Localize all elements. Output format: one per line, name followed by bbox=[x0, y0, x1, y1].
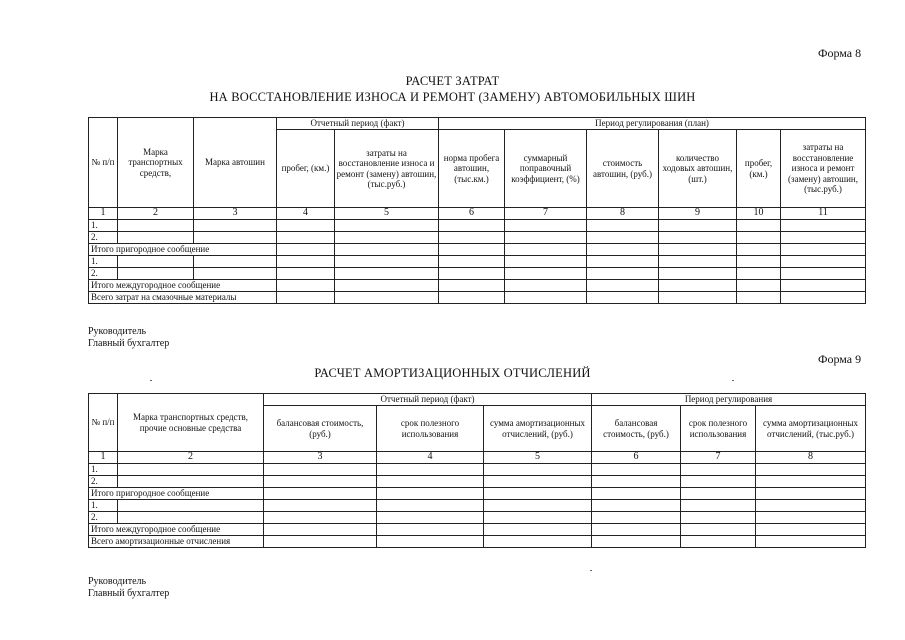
total-label: Всего затрат на смазочные материалы bbox=[89, 292, 277, 304]
table-cell bbox=[439, 292, 505, 304]
form8-header-tire-brand: Марка автошин bbox=[194, 118, 277, 208]
form8-signature-head: Руководитель bbox=[88, 326, 147, 337]
table-cell bbox=[194, 220, 277, 232]
form8-title-line1: РАСЧЕТ ЗАТРАТ bbox=[405, 74, 500, 88]
table-cell bbox=[264, 464, 377, 476]
table-cell bbox=[587, 292, 659, 304]
form8-header-num: № п/п bbox=[89, 118, 118, 208]
table-cell bbox=[781, 244, 866, 256]
subtotal-row bbox=[89, 488, 866, 500]
form9-header-fact-group: Отчетный период (факт) bbox=[264, 394, 592, 406]
form8-table bbox=[88, 117, 866, 304]
table-cell bbox=[439, 268, 505, 280]
table-cell bbox=[377, 524, 484, 536]
table-cell bbox=[681, 500, 756, 512]
table-cell bbox=[781, 280, 866, 292]
form8-colnum-9: 9 bbox=[659, 208, 737, 220]
table-cell bbox=[264, 488, 377, 500]
table-cell bbox=[737, 268, 781, 280]
form8-colnum-11: 11 bbox=[781, 208, 866, 220]
form9-colnum-5: 5 bbox=[484, 452, 592, 464]
form9-header-row-1 bbox=[89, 394, 866, 406]
form9-colnum-7: 7 bbox=[681, 452, 756, 464]
table-cell bbox=[781, 292, 866, 304]
scan-speck bbox=[732, 380, 734, 381]
table-cell bbox=[659, 256, 737, 268]
form9-header-plan-depreciation: сумма амортизационных отчислений, (тыс.руб.) bbox=[756, 406, 866, 452]
table-cell bbox=[264, 524, 377, 536]
form8-header-plan-group: Период регулирования (план) bbox=[439, 118, 866, 130]
table-cell bbox=[756, 524, 866, 536]
table-cell bbox=[335, 292, 439, 304]
form8-colnum-4: 4 bbox=[277, 208, 335, 220]
table-cell bbox=[737, 232, 781, 244]
table-cell bbox=[592, 476, 681, 488]
form8-colnum-6: 6 bbox=[439, 208, 505, 220]
table-cell bbox=[194, 232, 277, 244]
subtotal-row bbox=[89, 244, 866, 256]
table-cell bbox=[505, 256, 587, 268]
table-cell bbox=[756, 464, 866, 476]
table-cell bbox=[681, 476, 756, 488]
table-cell bbox=[592, 464, 681, 476]
table-cell bbox=[335, 256, 439, 268]
table-cell bbox=[505, 232, 587, 244]
table-cell bbox=[756, 536, 866, 548]
form9-header-fact-book-value: балансовая стоимость, (руб.) bbox=[264, 406, 377, 452]
table-cell bbox=[484, 512, 592, 524]
table-cell bbox=[484, 488, 592, 500]
form8-header-norm-mileage: норма пробега автошин, (тыс.км.) bbox=[439, 130, 505, 208]
table-cell bbox=[737, 280, 781, 292]
table-cell bbox=[118, 500, 264, 512]
form8-header-correction-coef: суммарный поправочный коэффициент, (%) bbox=[505, 130, 587, 208]
form9-signature-head: Руководитель bbox=[88, 576, 147, 587]
table-row bbox=[89, 268, 866, 280]
table-cell bbox=[277, 292, 335, 304]
subtotal-suburban-label: Итого пригородное сообщение bbox=[89, 244, 277, 256]
form9-column-numbers-row bbox=[89, 452, 866, 464]
subtotal-row bbox=[89, 524, 866, 536]
form9-header-plan-group: Период регулирования bbox=[592, 394, 866, 406]
table-cell bbox=[439, 232, 505, 244]
table-cell bbox=[194, 256, 277, 268]
table-cell bbox=[377, 464, 484, 476]
total-row bbox=[89, 536, 866, 548]
form8-colnum-3: 3 bbox=[194, 208, 277, 220]
table-cell bbox=[118, 476, 264, 488]
form8-header-plan-mileage: пробег, (км.) bbox=[737, 130, 781, 208]
table-cell bbox=[659, 220, 737, 232]
form8-header-fact-mileage: пробег, (км.) bbox=[277, 130, 335, 208]
form8-header-row-1 bbox=[89, 118, 866, 130]
table-cell bbox=[277, 244, 335, 256]
form9-colnum-4: 4 bbox=[377, 452, 484, 464]
table-cell bbox=[118, 512, 264, 524]
table-cell bbox=[756, 488, 866, 500]
table-cell bbox=[587, 220, 659, 232]
table-cell bbox=[277, 268, 335, 280]
row-number: 1. bbox=[89, 464, 118, 476]
table-cell bbox=[335, 244, 439, 256]
table-cell bbox=[264, 500, 377, 512]
table-cell bbox=[659, 268, 737, 280]
table-cell bbox=[592, 488, 681, 500]
table-cell bbox=[505, 280, 587, 292]
table-cell bbox=[118, 220, 194, 232]
table-row bbox=[89, 476, 866, 488]
table-cell bbox=[118, 232, 194, 244]
table-cell bbox=[756, 512, 866, 524]
table-cell bbox=[439, 256, 505, 268]
row-number: 2. bbox=[89, 476, 118, 488]
form8-colnum-1: 1 bbox=[89, 208, 118, 220]
table-cell bbox=[439, 244, 505, 256]
table-cell bbox=[587, 232, 659, 244]
form8-header-tire-count: количество ходовых автошин, (шт.) bbox=[659, 130, 737, 208]
table-cell bbox=[592, 536, 681, 548]
subtotal-row bbox=[89, 280, 866, 292]
table-cell bbox=[781, 232, 866, 244]
table-row bbox=[89, 232, 866, 244]
table-cell bbox=[377, 488, 484, 500]
table-cell bbox=[505, 244, 587, 256]
table-cell bbox=[335, 220, 439, 232]
table-row bbox=[89, 500, 866, 512]
table-cell bbox=[277, 280, 335, 292]
table-cell bbox=[439, 220, 505, 232]
form8-colnum-5: 5 bbox=[335, 208, 439, 220]
form8-colnum-7: 7 bbox=[505, 208, 587, 220]
form9-title: РАСЧЕТ АМОРТИЗАЦИОННЫХ ОТЧИСЛЕНИЙ bbox=[314, 366, 591, 380]
form8-header-plan-costs: затраты на восстановление износа и ремонт (замену) автошин, (тыс.руб.) bbox=[781, 130, 866, 208]
table-cell bbox=[587, 268, 659, 280]
form9-header-plan-useful-life: срок полезного использования bbox=[681, 406, 756, 452]
subtotal-intercity-label: Итого междугородное сообщение bbox=[89, 524, 264, 536]
subtotal-suburban-label: Итого пригородное сообщение bbox=[89, 488, 264, 500]
form8-header-fact-group: Отчетный период (факт) bbox=[277, 118, 439, 130]
table-cell bbox=[659, 232, 737, 244]
form8-column-numbers-row bbox=[89, 208, 866, 220]
table-cell bbox=[505, 292, 587, 304]
table-cell bbox=[681, 488, 756, 500]
table-cell bbox=[377, 536, 484, 548]
form9-colnum-3: 3 bbox=[264, 452, 377, 464]
table-cell bbox=[264, 476, 377, 488]
form9-signature-accountant: Главный бухгалтер bbox=[88, 588, 170, 599]
form8-header-fact-costs: затраты на восстановление износа и ремонт (замену) автошин, (тыс.руб.) bbox=[335, 130, 439, 208]
row-number: 2. bbox=[89, 232, 118, 244]
table-cell bbox=[659, 292, 737, 304]
table-cell bbox=[587, 280, 659, 292]
row-number: 1. bbox=[89, 220, 118, 232]
row-number: 2. bbox=[89, 512, 118, 524]
form9-header-plan-book-value: балансовая стоимость, (руб.) bbox=[592, 406, 681, 452]
form8-signature-accountant: Главный бухгалтер bbox=[88, 338, 170, 349]
table-cell bbox=[737, 220, 781, 232]
table-row bbox=[89, 512, 866, 524]
table-cell bbox=[659, 280, 737, 292]
form9-colnum-6: 6 bbox=[592, 452, 681, 464]
form8-colnum-10: 10 bbox=[737, 208, 781, 220]
table-cell bbox=[505, 268, 587, 280]
form9-header-asset-brand: Марка транспортных средств, прочие основные средства bbox=[118, 394, 264, 452]
form9-table bbox=[88, 393, 866, 548]
form8-header-vehicle-brand: Марка транспортных средств, bbox=[118, 118, 194, 208]
table-cell bbox=[592, 512, 681, 524]
table-cell bbox=[335, 268, 439, 280]
table-cell bbox=[681, 524, 756, 536]
form8-title-line2: НА ВОССТАНОВЛЕНИЕ ИЗНОСА И РЕМОНТ (ЗАМЕНУ) АВТОМОБИЛЬНЫХ ШИН bbox=[209, 90, 696, 104]
table-cell bbox=[118, 464, 264, 476]
form9-header-fact-depreciation: сумма амортизационных отчислений, (руб.) bbox=[484, 406, 592, 452]
table-cell bbox=[592, 524, 681, 536]
subtotal-intercity-label: Итого междугородное сообщение bbox=[89, 280, 277, 292]
table-cell bbox=[377, 500, 484, 512]
form9-header-num: № п/п bbox=[89, 394, 118, 452]
scan-speck bbox=[590, 570, 592, 571]
table-cell bbox=[264, 536, 377, 548]
table-cell bbox=[681, 536, 756, 548]
table-cell bbox=[484, 464, 592, 476]
table-cell bbox=[335, 232, 439, 244]
table-cell bbox=[118, 268, 194, 280]
table-cell bbox=[737, 292, 781, 304]
table-cell bbox=[587, 256, 659, 268]
table-cell bbox=[737, 244, 781, 256]
form8-label: Форма 8 bbox=[818, 46, 862, 60]
table-cell bbox=[781, 220, 866, 232]
form9-colnum-8: 8 bbox=[756, 452, 866, 464]
table-cell bbox=[737, 256, 781, 268]
table-cell bbox=[335, 280, 439, 292]
table-cell bbox=[484, 536, 592, 548]
form9-colnum-1: 1 bbox=[89, 452, 118, 464]
table-cell bbox=[277, 256, 335, 268]
total-label: Всего амортизационные отчисления bbox=[89, 536, 264, 548]
scan-speck bbox=[150, 380, 152, 381]
table-cell bbox=[277, 220, 335, 232]
form8-colnum-8: 8 bbox=[587, 208, 659, 220]
total-row bbox=[89, 292, 866, 304]
table-cell bbox=[118, 256, 194, 268]
table-cell bbox=[781, 268, 866, 280]
table-cell bbox=[277, 232, 335, 244]
form9-header-fact-useful-life: срок полезного использования bbox=[377, 406, 484, 452]
table-cell bbox=[484, 500, 592, 512]
table-cell bbox=[505, 220, 587, 232]
form8-colnum-2: 2 bbox=[118, 208, 194, 220]
table-cell bbox=[377, 512, 484, 524]
row-number: 1. bbox=[89, 256, 118, 268]
form8-header-tire-cost: стоимость автошин, (руб.) bbox=[587, 130, 659, 208]
table-cell bbox=[681, 464, 756, 476]
table-cell bbox=[781, 256, 866, 268]
row-number: 1. bbox=[89, 500, 118, 512]
table-cell bbox=[194, 268, 277, 280]
table-cell bbox=[659, 244, 737, 256]
table-cell bbox=[587, 244, 659, 256]
table-cell bbox=[756, 500, 866, 512]
table-cell bbox=[484, 524, 592, 536]
table-cell bbox=[756, 476, 866, 488]
table-row bbox=[89, 220, 866, 232]
table-cell bbox=[681, 512, 756, 524]
form9-colnum-2: 2 bbox=[118, 452, 264, 464]
table-cell bbox=[439, 280, 505, 292]
table-cell bbox=[264, 512, 377, 524]
table-cell bbox=[377, 476, 484, 488]
form9-label: Форма 9 bbox=[818, 352, 862, 366]
table-cell bbox=[592, 500, 681, 512]
table-row bbox=[89, 464, 866, 476]
table-row bbox=[89, 256, 866, 268]
table-cell bbox=[484, 476, 592, 488]
row-number: 2. bbox=[89, 268, 118, 280]
